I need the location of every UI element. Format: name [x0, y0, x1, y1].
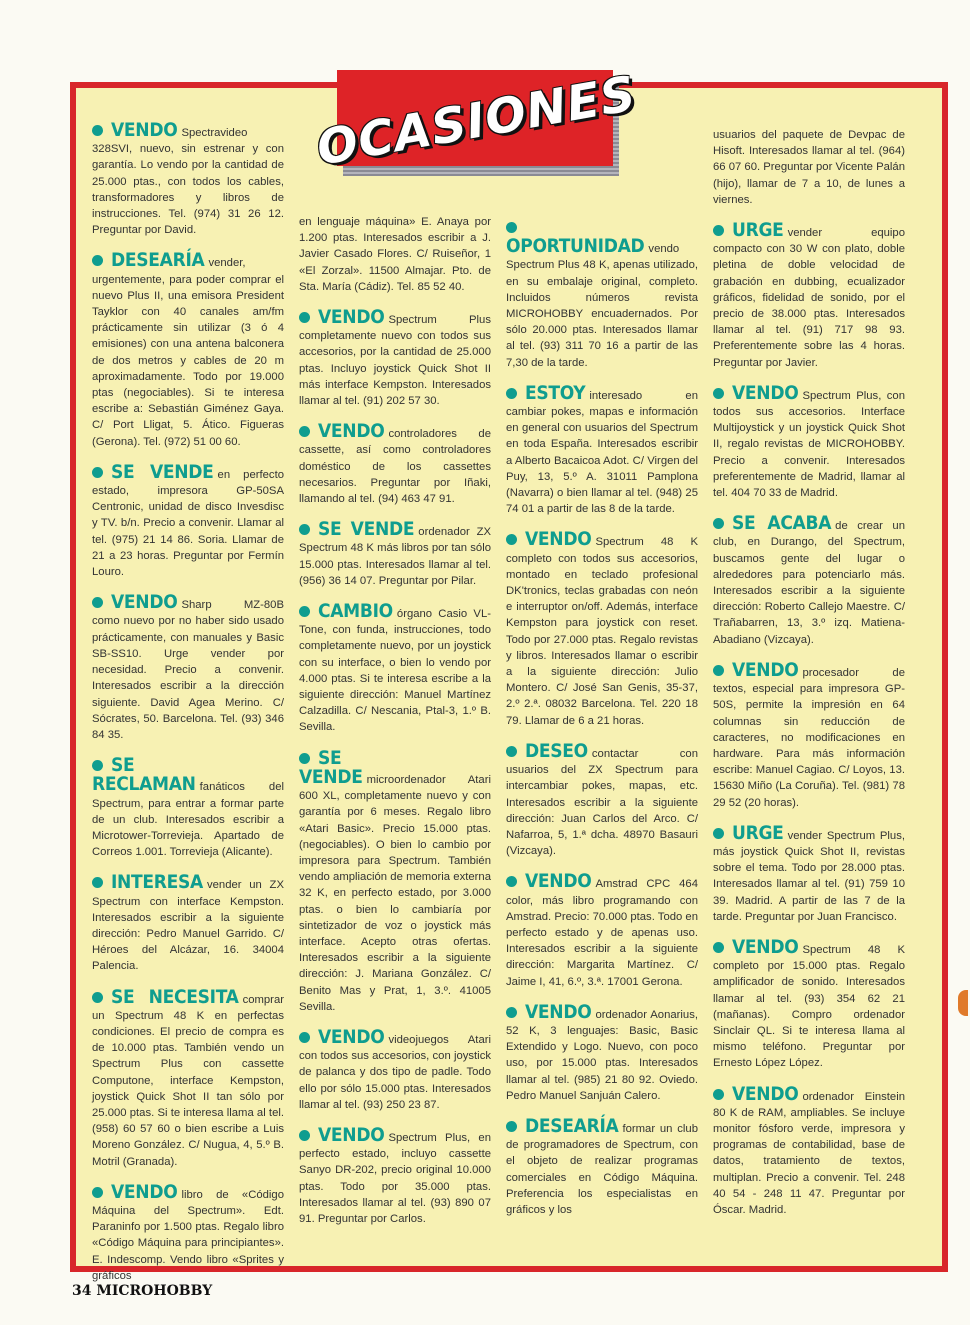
ad-keyword: VENDO	[318, 306, 385, 329]
classified-ad	[713, 127, 905, 208]
bullet-icon	[713, 1089, 724, 1100]
page-footer: 34 MICROHOBBY	[72, 1283, 213, 1299]
ad-keyword: VENDO	[318, 420, 385, 443]
bullet-icon	[92, 760, 103, 771]
classified-ad	[92, 460, 284, 580]
classified-ad	[713, 381, 905, 501]
ad-text: Amstrad CPC 464 color, más libro programando con Amstrad. Precio: 70.000 ptas. Todo en perfecto estado y de apenas uso. Interesados escribir a la siguiente dirección: Margarita Martínez. C/ Jaime I, 41, 6.º, 3.ª. 17001 Gerona.	[506, 878, 698, 988]
classified-ad	[713, 1082, 905, 1219]
ad-keyword: DESEARÍA	[111, 249, 205, 272]
classified-ad	[506, 222, 698, 371]
bullet-icon	[506, 1007, 517, 1018]
classified-ad	[506, 739, 698, 859]
ad-text: vender, urgentemente, para poder comprar el nuevo Plus II, una emisora President Tayklor con 40 canales am/fm prácticamente sin utilizar (3 ó 4 emisiones) con una antena balconera de dos metros y cables de 20 m aproximadamente. Todo por 19.000 ptas (negociables). Si te interesa escribe a: Sebastián Giménez Gaya. C/ Port Lligat, 5. Ático. Figueras (Gerona). Tel. (972) 51 00 60.	[92, 257, 284, 448]
classified-ad	[92, 985, 284, 1170]
classified-ad	[92, 754, 284, 860]
ad-keyword: INTERESA	[111, 871, 203, 894]
classified-ad	[713, 821, 905, 925]
ad-text: ordenador Einstein 80 K de RAM, ampliables. Se incluye monitor fósforo verde, impresora y programas de contabilidad, base de datos, tratamiento de textos, multiplan. Precio a convenir. Tel. 248 40 54 - 248 11 47. Preguntar por Óscar. Madrid.	[713, 1090, 905, 1216]
ad-text: vender Spectrum Plus, más joystick Quick Shot II, revistas sobre el tema. Todo por 28.000 ptas. Interesados llamar al tel. (91) 759 10 39. Madrid. A partir de las 7 de la tarde. Preguntar por Juan Francisco.	[713, 829, 905, 923]
bullet-icon	[713, 225, 724, 236]
ad-text: ordenador Aonarius, 52 K, 3 lenguajes: Basic, Basic Extendido y Logo. Nuevo, con poco uso, por 15.000 ptas. Interesados llamar al tel. (985) 21 80 92. Oviedo. Pedro Manuel Sanjuán Calero.	[506, 1008, 698, 1102]
classified-ad	[92, 249, 284, 449]
classified-ad	[299, 518, 491, 589]
ad-text: interesado en cambiar pokes, mapas e información en general con usuarios del Spectrum en toda España. Interesados escribir a Alberto Bacaicoa Adot. C/ Virgen del Puy, 13, 5.º A. 31011 Pamplona (Navarra) o bien llamar al tel. (948) 25 74 01 a partir de las 8 de la tarde.	[506, 389, 698, 516]
classified-ad	[299, 214, 491, 295]
column-2	[299, 214, 491, 1241]
ad-keyword: VENDO	[111, 1180, 178, 1203]
ad-text: Spectrum 48 K completo por 15.000 ptas. Regalo amplificador de sonido. Interesados llamar al tel. (93) 354 62 21 (mañanas). Compro ordenador Sinclair QL. Si te interesa llama al mismo teléfono. Preguntar por Ernesto López López.	[713, 943, 905, 1070]
ad-text: videojuegos Atari con todos sus accesorios, con joystick de palanca y dos tipo de padle. Todo ello por sólo 15.000 ptas. Interesados llamar al tel. (93) 250 23 87.	[299, 1033, 491, 1111]
ad-keyword: URGE	[732, 219, 784, 242]
ad-text: vendo Spectrum Plus 48 K, apenas utilizado, en su embalaje original, completo. Incluidos números revista MICROHOBBY encuadernados. Por sólo 20.000 ptas. Interesados llamar al tel. (93) 311 70 16 a partir de las 7,30 de la tarde.	[506, 243, 698, 369]
bullet-icon	[92, 467, 103, 478]
ad-text: en lenguaje máquina» E. Anaya por 1.200 ptas. Interesados escribir a J. Javier Casado Flores. C/ Ruiseñor, 1 «El Zorzal». 11500 Almajar. Pto. de Sta. María (Cádiz). Tel. 85 52 40.	[299, 216, 491, 293]
bullet-icon	[92, 125, 103, 136]
ad-text: libro de «Código Máquina del Spectrum». Edt. Paraninfo por 1.500 ptas. Regalo libro «Código Máquina para principiantes». E. Indescomp. Vendo libro «Sprites y gráficos	[92, 1188, 284, 1282]
classified-ad	[92, 119, 284, 238]
classified-ad	[506, 1114, 698, 1218]
ad-keyword: SE RECLAMAN	[92, 754, 196, 796]
classified-ad	[506, 870, 698, 989]
classified-ad	[713, 512, 906, 648]
ad-text: en perfecto estado, impresora GP-50SA Centronic, unidad de disco Invesdisc y TV. b/n. Precio a convenir. Llamar al tel. (975) 21 14 86. Soria. Llamar de 21 a 23 horas. Preguntar por Fermín Louro.	[92, 468, 284, 579]
ad-text: microordenador Atari 600 XL, completamente nuevo y con garantía por 6 meses. Regalo libro «Atari Basic». Precio 15.000 ptas. (negociables). O bien lo cambio por impresora para Spectrum. También vendo ampliación de memoria externa 32 K, en perfecto estado, por 3.000 ptas. o bien lo cambiaría por sintetizador de voz o joystick más interface. Acepto otras ofertas. Interesados escribir a la siguiente dirección: J. Mariana González. C/ Benito Mas y Prat, 1, 3.º. 41005 Sevilla.	[299, 773, 491, 1013]
ad-keyword: VENDO	[318, 1123, 385, 1146]
ad-text: de crear un club, en Durango, del Spectrum, buscamos gente del lugar o alrededores para potenciarlo más. Interesados escribir a la siguiente dirección: Roberto Callejo Maestre. C/ Trañabarren, 13, 3.º izq. Matiena-Abadiano (Vizcaya).	[713, 520, 906, 646]
ad-keyword: SE NECESITA	[111, 985, 239, 1008]
ad-text: contactar con usuarios del ZX Spectrum para intercambiar pokes, mapas, etc. Interesados escribir a la siguiente dirección: Juan Carlos del Arco. C/ Nafarroa, 5, 1.ª dcha. 48970 Basauri (Vizcaya).	[506, 747, 698, 858]
ad-keyword: VENDO	[318, 1025, 385, 1048]
classified-ad	[506, 381, 698, 518]
ad-text: Spectrum 48 K completo con todos sus accesorios, montado en teclado profesional DK'tronics, teclas grabadas con neón e interruptor on/off. Además, interface Kempston para joystick con reset. Todo por 27.000 ptas. Regalo revistas y libros. Interesados llamar o escribir a la siguiente dirección: Julio Montero. C/ José San Genis, 35-37, 2.º 2.ª. 08032 Barcelona. Tel. 220 18 79. Llamar de 6 a 21 horas.	[506, 536, 698, 727]
classified-ad	[299, 746, 491, 1015]
bullet-icon	[506, 1121, 517, 1132]
ad-keyword: SE VENDE	[299, 746, 363, 788]
ad-text: Spectravideo 328SVI, nuevo, sin estrenar y con garantía. Lo vendo por la cantidad de 25.000 ptas., con todos los cables, transformadores y libros de instrucciones. Tel. (974) 31 26 12. Preguntar por David.	[92, 127, 284, 237]
ad-text: vender un ZX Spectrum con interface Kempston. Interesados escribir a la siguiente dirección: Pedro Manuel Garrido. C/ Héroes del Alcázar, 16. 34004 Palencia.	[92, 879, 284, 973]
bullet-icon	[506, 746, 517, 757]
bullet-icon	[299, 753, 310, 764]
ad-keyword: VENDO	[111, 591, 178, 614]
bullet-icon	[92, 1187, 103, 1198]
ad-text: Spectrum Plus, con todos sus accesorios. Interface Multijoystick y un joystick Quick Shot II, regalo revistas de MICROHOBBY. Precio a convenir. Interesados preferentemente de Madrid, llamar al tel. 404 70 33 de Madrid.	[713, 389, 905, 500]
bullet-icon	[299, 1130, 310, 1141]
ad-text: comprar un Spectrum 48 K en perfectas condiciones. El precio de compra es de 10.000 ptas. También vendo un Spectrum Plus con cassette Computone, interface Kempston, joystick Quick Shot II tan sólo por 25.000 ptas. Si te interesa llama al tel. (958) 60 57 60 o bien escribe a Luis Moreno González. C/ Nugua, 4, 5.º B. Motril (Granada).	[92, 993, 284, 1168]
ad-text: usuarios del paquete de Devpac de Hisoft. Interesados llamar al tel. (964) 66 07 60. Preguntar por Vicente Palán (hijo), llamar de 7 a 10, de lunes a viernes.	[713, 129, 905, 206]
bullet-icon	[299, 312, 310, 323]
section-banner	[312, 65, 641, 178]
ad-keyword: VENDO	[111, 119, 178, 141]
ad-keyword: VENDO	[732, 381, 799, 404]
classified-ad	[506, 1000, 698, 1104]
ad-text: Spectrum Plus completamente nuevo con todos sus accesorios, por la cantidad de 25.000 ptas. Incluyo joystick Quick Shot II más interface Kempston. Interesados llamar al tel. (91) 202 57 30.	[299, 314, 491, 408]
classified-ad	[299, 1123, 491, 1227]
bullet-icon	[713, 828, 724, 839]
bullet-icon	[713, 518, 724, 529]
bullet-icon	[713, 388, 724, 399]
bullet-icon	[299, 426, 310, 437]
ad-text: Spectrum Plus, en perfecto estado, incluyo cassette Sanyo DR-202, precio original 10.000 ptas. Todo por 35.000 ptas. Interesados llamar al tel. (93) 890 07 91. Preguntar por Carlos.	[299, 1131, 491, 1225]
column-4	[713, 127, 905, 1232]
classified-ad	[713, 658, 905, 811]
bullet-icon	[713, 942, 724, 953]
ad-keyword: ESTOY	[525, 381, 586, 404]
ad-text: Sharp MZ-80B como nuevo por no haber sido usado prácticamente, con manuales y Basic SB-SS10. Urge vender por necesidad. Precio a convenir. Interesados escribir a la dirección siguiente. David Agea Merino. C/ Sócrates, 50. Barcelona. Tel. (93) 346 84 35.	[92, 599, 284, 741]
section-title: OCASIONES	[312, 65, 641, 177]
classified-ad	[713, 219, 905, 371]
classified-ad	[92, 591, 284, 743]
bullet-icon	[92, 992, 103, 1003]
column-3	[506, 222, 698, 1232]
bullet-icon	[299, 524, 310, 535]
classified-ad	[299, 420, 491, 507]
bullet-icon	[506, 388, 517, 399]
classified-ad	[299, 600, 491, 736]
bullet-icon	[92, 877, 103, 888]
ad-keyword: URGE	[732, 821, 784, 844]
classified-ad	[299, 1025, 491, 1113]
bullet-icon	[299, 1032, 310, 1043]
ad-text: controladores de cassette, así como controladores doméstico de los cassettes necesarios. Preguntar por Iñaki, llamando al tel. (94) 463 47 91.	[299, 428, 491, 506]
ad-keyword: OPORTUNIDAD	[506, 235, 645, 258]
bullet-icon	[92, 597, 103, 608]
classified-ad	[92, 1180, 284, 1284]
bullet-icon	[713, 665, 724, 676]
bullet-icon	[299, 606, 310, 617]
classified-ad	[506, 528, 698, 728]
ad-text: ordenador ZX Spectrum 48 K más libros por tan sólo 15.000 ptas. Interesados llamar al tel. (956) 36 14 07. Preguntar por Pilar.	[299, 526, 491, 587]
classified-ad	[92, 871, 284, 974]
ad-text: órgano Casio VL-Tone, con funda, instrucciones, todo completamente nuevo, por un joystick con su interface, o bien lo vendo por 4.000 ptas. Si te interesa escribe a la siguiente dirección: Manuel Martínez Calzadilla. C/ Nescania, Ptal-3, 1.º B. Sevilla.	[299, 608, 491, 734]
ad-keyword: SE VENDE	[318, 518, 415, 541]
classified-ad	[713, 935, 905, 1072]
ad-text: fanáticos del Spectrum, para entrar a formar parte de un club. Interesados escribir a Microtower-Torrevieja. Apartado de Correos 1.001. Torrevieja (Alicante).	[92, 781, 284, 859]
bullet-icon	[506, 222, 517, 233]
ad-keyword: VENDO	[525, 870, 592, 893]
ad-keyword: VENDO	[525, 1000, 592, 1023]
ad-keyword: DESEO	[525, 739, 588, 762]
ad-text: procesador de textos, especial para impresora GP-50S, permite la impresión en 64 columnas sin reducción de caracteres, no modificaciones en hardware. Para más información escribe: Manuel Cagiao. C/ Loyos, 13. 15630 Miño (La Coruña). Tel. (981) 78 29 52 (20 horas).	[713, 666, 905, 809]
ad-keyword: VENDO	[732, 935, 799, 958]
classified-ad	[299, 306, 491, 409]
ad-keyword: SE VENDE	[111, 460, 214, 483]
bullet-icon	[92, 255, 103, 266]
ad-keyword: VENDO	[732, 658, 799, 681]
column-1	[92, 119, 284, 1298]
ad-keyword: VENDO	[732, 1082, 799, 1105]
ad-keyword: SE ACABA	[732, 512, 832, 535]
page-edge-tab	[958, 990, 968, 1016]
ad-text: vender equipo compacto con 30 W con plato, doble pletina de doble velocidad de grabación en dubbing, ecualizador gráficos, fidelidad de sonido, por el precio de 38.000 ptas. Interesados llamar al tel. (91) 717 98 93. Preferentemente sobre las 4 horas. Preguntar por Javier.	[713, 227, 905, 369]
ad-keyword: VENDO	[525, 528, 592, 551]
ad-text: formar un club de programadores de Spectrum, con el objeto de realizar programas comerciales en Código Máquina. Preferencia los especialistas en gráficos y los	[506, 1122, 698, 1216]
bullet-icon	[506, 876, 517, 887]
bullet-icon	[506, 534, 517, 545]
ad-keyword: DESEARÍA	[525, 1114, 619, 1137]
ad-keyword: CAMBIO	[318, 600, 393, 623]
